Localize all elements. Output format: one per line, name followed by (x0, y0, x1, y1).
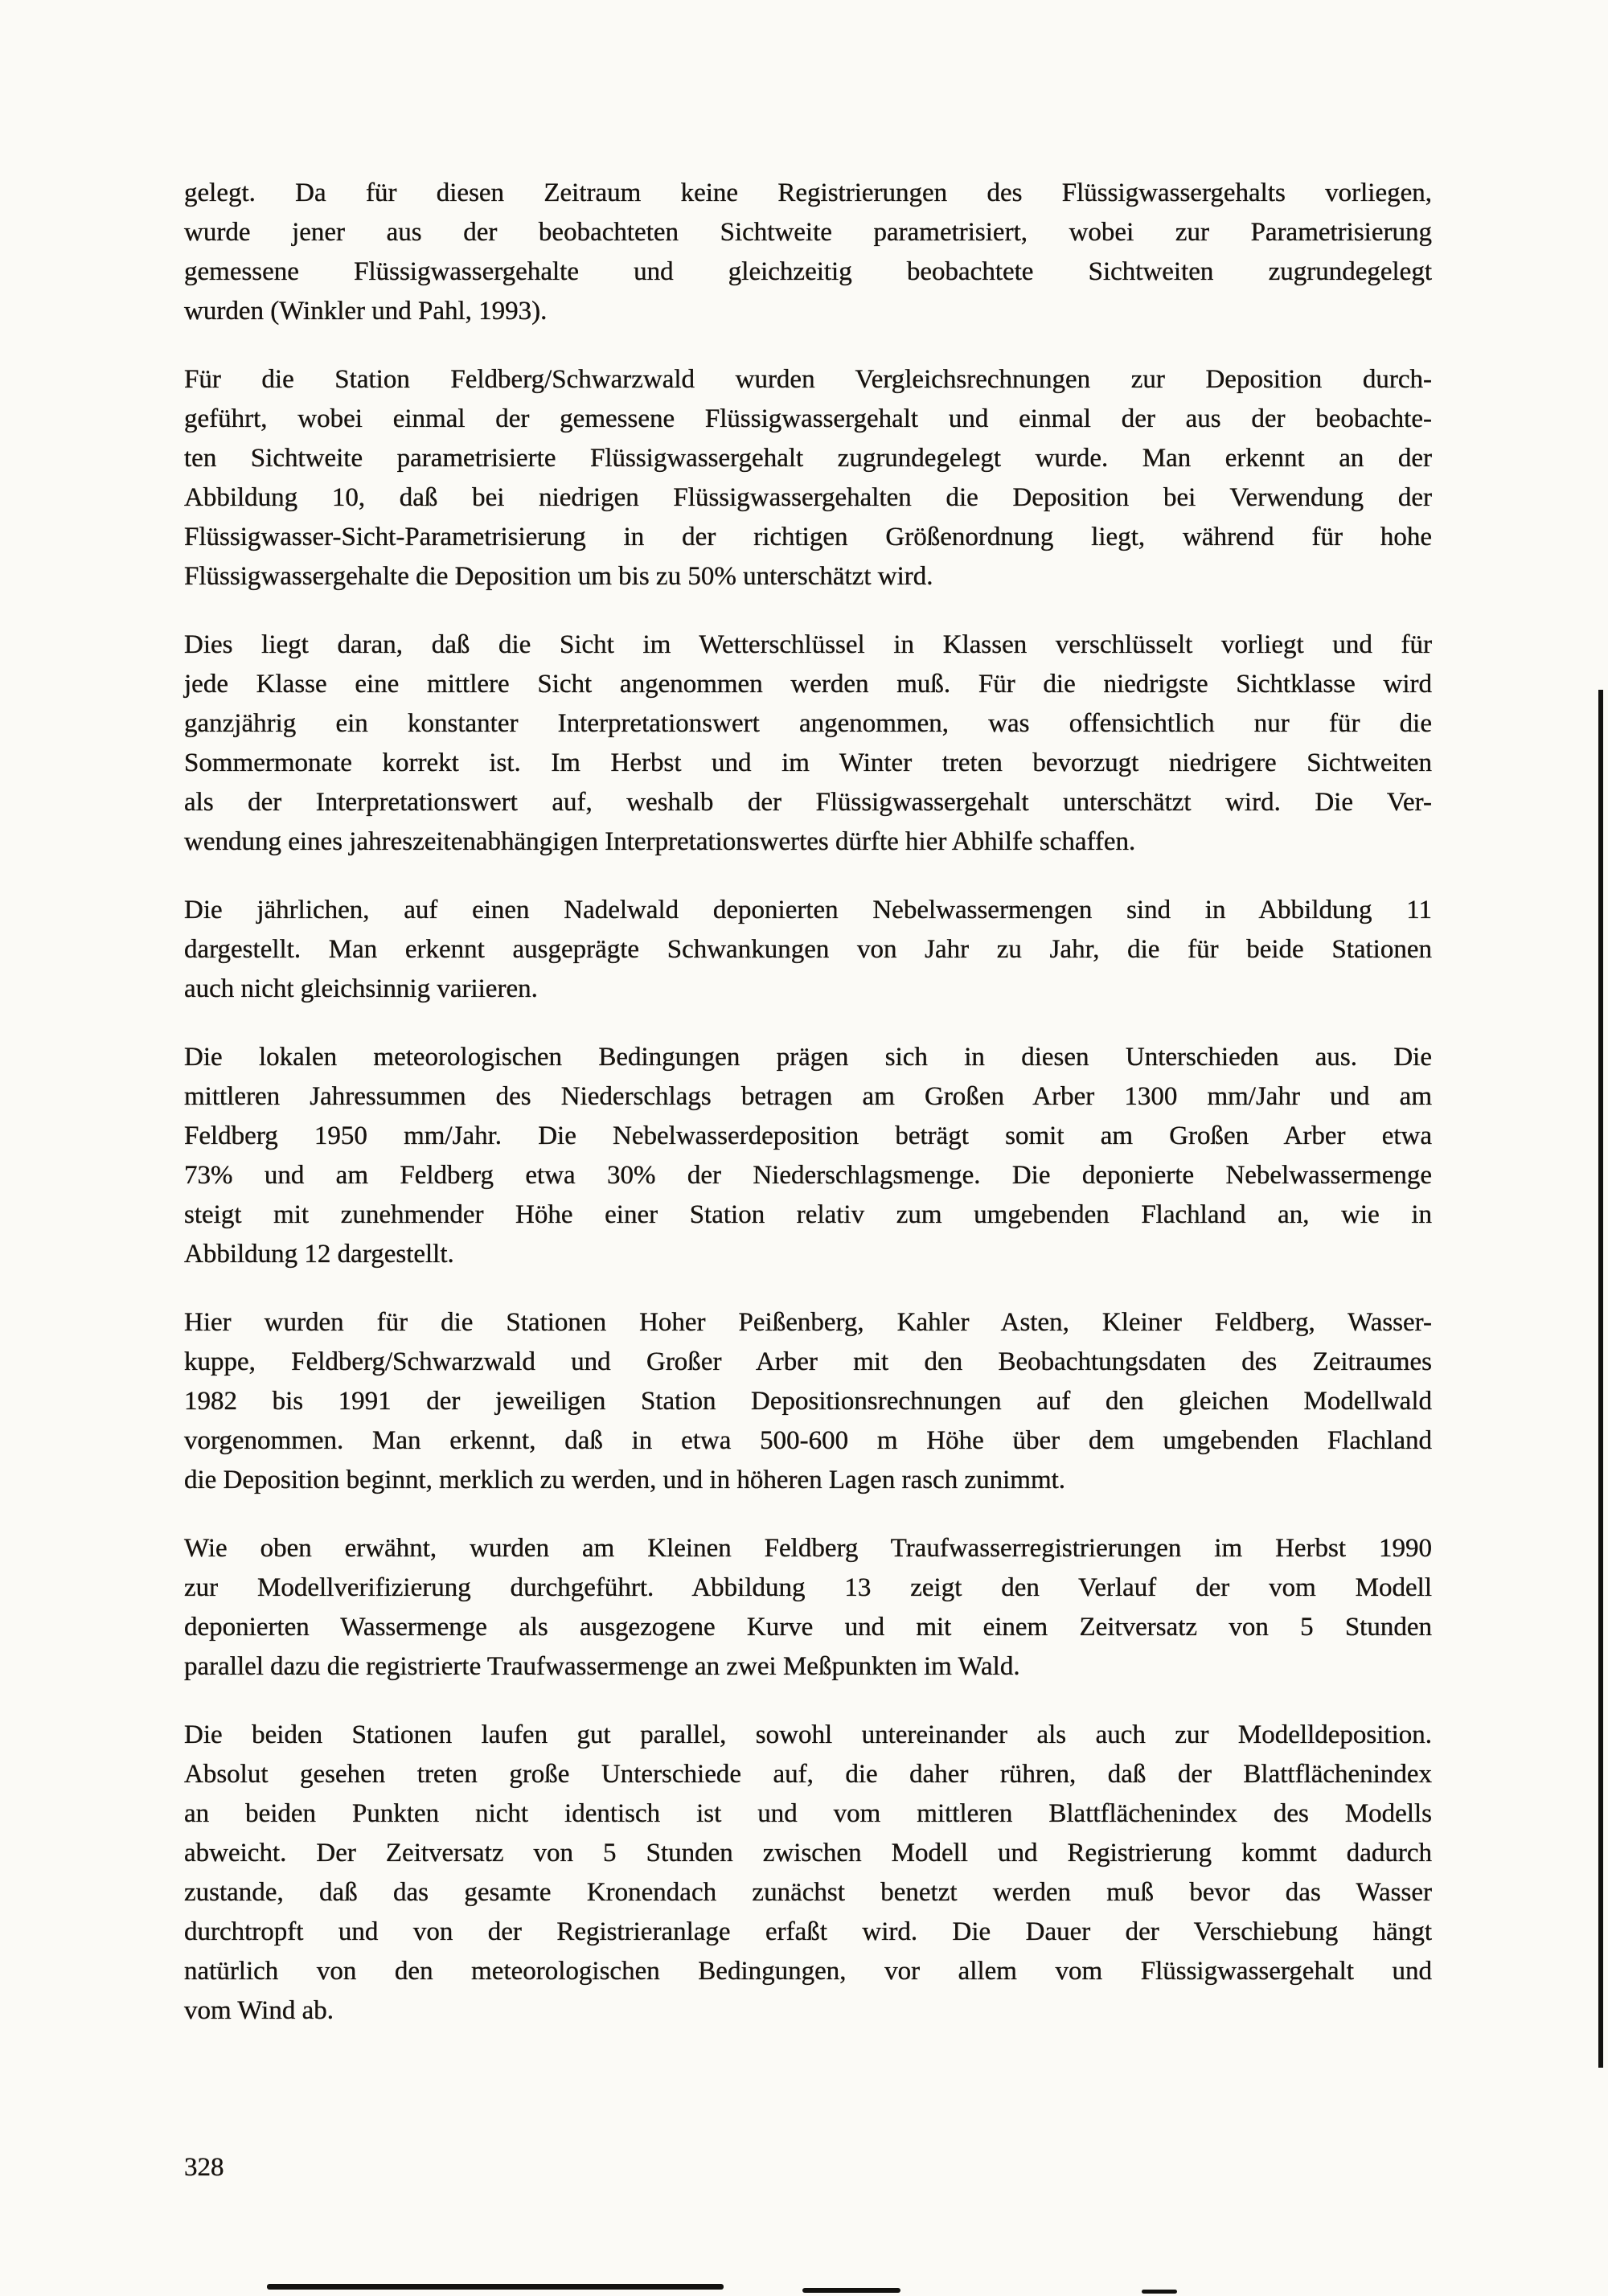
text-line: Flüssigwassergehalte die Deposition um bis zu 50% unterschätzt wird. (184, 562, 933, 591)
text-line: jede Klasse eine mittlere Sicht angenommen werden muß. Für die niedrigste Sichtklasse wird (184, 670, 1432, 699)
text-line: Die lokalen meteorologischen Bedingungen prägen sich in diesen Unterschieden aus. Die (184, 1043, 1432, 1072)
paragraph (184, 891, 1432, 1009)
text-line: steigt mit zunehmender Höhe einer Station relativ zum umgebenden Flachland an, wie in (184, 1200, 1432, 1229)
text-line: Die beiden Stationen laufen gut parallel, sowohl untereinander als auch zur Modelldeposition. (184, 1720, 1432, 1749)
text-line: kuppe, Feldberg/Schwarzwald und Großer Arber mit den Beobachtungsdaten des Zeitraumes (184, 1347, 1432, 1376)
text-line: zustande, daß das gesamte Kronendach zunächst benetzt werden muß bevor das Wasser (184, 1878, 1432, 1907)
paragraph (184, 1303, 1432, 1500)
text-line: Flüssigwasser-Sicht-Parametrisierung in der richtigen Größenordnung liegt, während für hohe (184, 523, 1432, 551)
paragraph (184, 174, 1432, 331)
text-line: die Deposition beginnt, merklich zu werden, und in höheren Lagen rasch zunimmt. (184, 1466, 1066, 1494)
text-line: als der Interpretationswert auf, weshalb der Flüssigwassergehalt unterschätzt wird. Die Ver- (184, 788, 1432, 817)
text-line: Sommermonate korrekt ist. Im Herbst und im Winter treten bevorzugt niedrigere Sichtweiten (184, 748, 1432, 777)
text-line: natürlich von den meteorologischen Bedingungen, vor allem vom Flüssigwassergehalt und (184, 1957, 1432, 1986)
text-line: an beiden Punkten nicht identisch ist und vom mittleren Blattflächenindex des Modells (184, 1799, 1432, 1828)
text-line: dargestellt. Man erkennt ausgeprägte Schwankungen von Jahr zu Jahr, die für beide Stationen (184, 935, 1432, 964)
paragraph (184, 1716, 1432, 2031)
text-line: deponierten Wassermenge als ausgezogene Kurve und mit einem Zeitversatz von 5 Stunden (184, 1613, 1432, 1642)
text-line: Hier wurden für die Stationen Hoher Peißenberg, Kahler Asten, Kleiner Feldberg, Wasser- (184, 1308, 1432, 1337)
paragraph (184, 1038, 1432, 1274)
scan-artifact-bottom-left (267, 2284, 724, 2290)
text-line: geführt, wobei einmal der gemessene Flüssigwassergehalt und einmal der aus der beobachte- (184, 404, 1432, 433)
text-line: ten Sichtweite parametrisierte Flüssigwassergehalt zugrundegelegt wurde. Man erkennt an der (184, 444, 1432, 473)
text-line: Abbildung 12 dargestellt. (184, 1240, 454, 1269)
scan-artifact-bottom-right (1142, 2290, 1177, 2294)
text-line: Abbildung 10, daß bei niedrigen Flüssigwassergehalten die Deposition bei Verwendung der (184, 483, 1432, 512)
text-line: parallel dazu die registrierte Traufwassermenge an zwei Meßpunkten im Wald. (184, 1652, 1020, 1681)
text-line: auch nicht gleichsinnig variieren. (184, 974, 538, 1003)
text-line: Für die Station Feldberg/Schwarzwald wurden Vergleichsrechnungen zur Deposition durch- (184, 365, 1432, 394)
text-line: zur Modellverifizierung durchgeführt. Abbildung 13 zeigt den Verlauf der vom Modell (184, 1573, 1432, 1602)
text-line: ganzjährig ein konstanter Interpretationswert angenommen, was offensichtlich nur für die (184, 709, 1432, 738)
text-line: vom Wind ab. (184, 1996, 334, 2025)
text-line: wurden (Winkler und Pahl, 1993). (184, 297, 548, 326)
text-line: Dies liegt daran, daß die Sicht im Wetterschlüssel in Klassen verschlüsselt vorliegt und für (184, 630, 1432, 659)
text-line: gelegt. Da für diesen Zeitraum keine Registrierungen des Flüssigwassergehalts vorliegen, (184, 178, 1432, 207)
text-line: gemessene Flüssigwassergehalte und gleichzeitig beobachtete Sichtweiten zugrundegelegt (184, 257, 1432, 286)
body-text (184, 174, 1432, 2031)
text-line: wendung eines jahreszeitenabhängigen Interpretationswertes dürfte hier Abhilfe schaffen. (184, 827, 1136, 856)
scan-artifact-bottom-center (802, 2288, 900, 2293)
text-line: 73% und am Feldberg etwa 30% der Niederschlagsmenge. Die deponierte Nebelwassermenge (184, 1161, 1432, 1190)
paragraph (184, 625, 1432, 862)
text-line: Absolut gesehen treten große Unterschiede auf, die daher rühren, daß der Blattflächenindex (184, 1760, 1432, 1789)
text-line: durchtropft und von der Registrieranlage erfaßt wird. Die Dauer der Verschiebung hängt (184, 1917, 1432, 1946)
text-line: wurde jener aus der beobachteten Sichtweite parametrisiert, wobei zur Parametrisierung (184, 218, 1432, 247)
text-line: Feldberg 1950 mm/Jahr. Die Nebelwasserdeposition beträgt somit am Großen Arber etwa (184, 1121, 1432, 1150)
paragraph (184, 1529, 1432, 1687)
page-number: 328 (184, 2153, 224, 2182)
text-line: abweicht. Der Zeitversatz von 5 Stunden zwischen Modell und Registrierung kommt dadurch (184, 1839, 1432, 1868)
paragraph (184, 360, 1432, 597)
text-line: mittleren Jahressummen des Niederschlags betragen am Großen Arber 1300 mm/Jahr und am (184, 1082, 1432, 1111)
text-line: Die jährlichen, auf einen Nadelwald deponierten Nebelwassermengen sind in Abbildung 11 (184, 896, 1432, 925)
scan-artifact-right-edge (1598, 690, 1603, 2068)
text-line: Wie oben erwähnt, wurden am Kleinen Feldberg Traufwasserregistrierungen im Herbst 1990 (184, 1534, 1432, 1563)
text-line: vorgenommen. Man erkennt, daß in etwa 500-600 m Höhe über dem umgebenden Flachland (184, 1426, 1432, 1455)
text-line: 1982 bis 1991 der jeweiligen Station Depositionsrechnungen auf den gleichen Modellwald (184, 1387, 1432, 1416)
